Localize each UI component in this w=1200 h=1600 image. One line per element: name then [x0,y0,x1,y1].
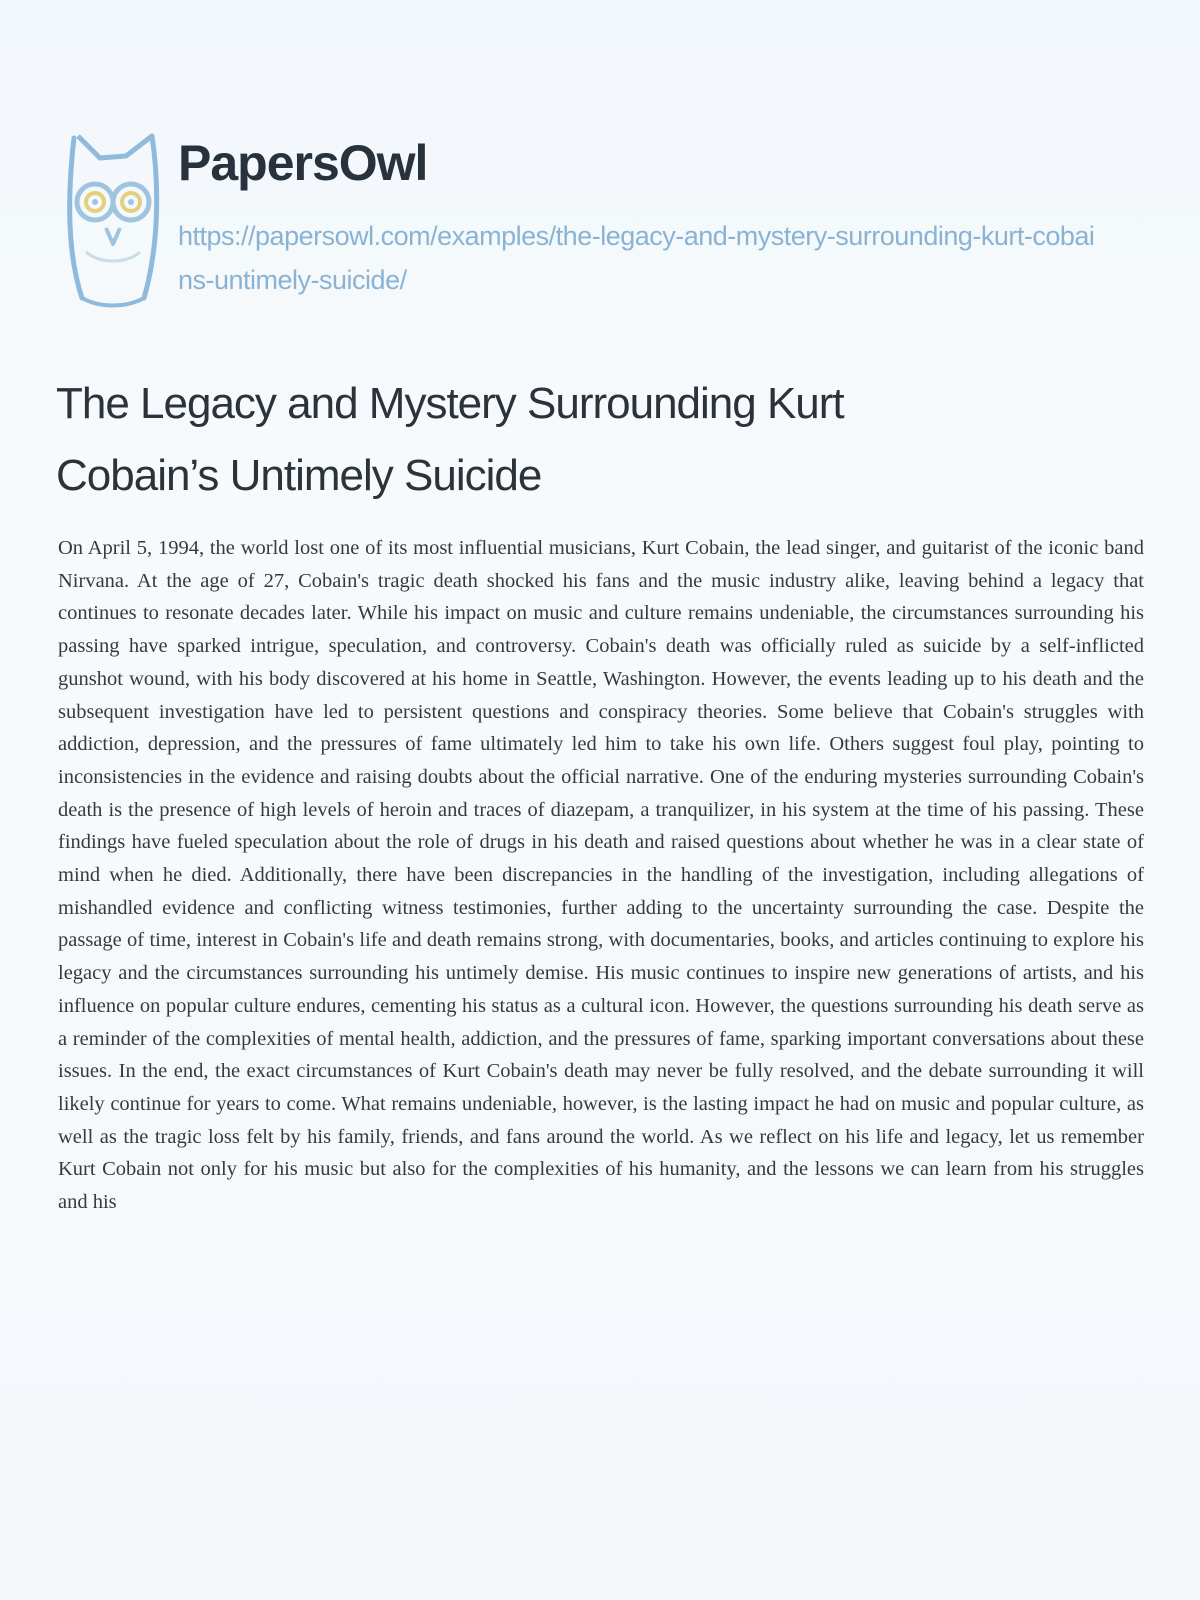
owl-logo-icon [60,130,166,310]
source-url-link[interactable]: https://papersowl.com/examples/the-legacy-and-mystery-surrounding-kurt-cobains-untimely-suicide/ [178,221,1095,295]
essay-body-text: On April 5, 1994, the world lost one of its most influential musicians, Kurt Cobain, the lead singer, and guitarist of the iconic band Nirvana. At the age of 27, Cobain's tragic death shocked his fans and the music industry alike, leaving behind a legacy that continues to resonate decades later. While his impact on music and culture remains undeniable, the circumstances surrounding his passing have sparked intrigue, speculation, and controversy. Cobain's death was officially ruled as suicide by a self-inflicted gunshot wound, with his body discovered at his home in Seattle, Washington. However, the events leading up to his death and the subsequent investigation have led to persistent questions and conspiracy theories. Some believe that Cobain's struggles with addiction, depression, and the pressures of fame ultimately led him to take his own life. Others suggest foul play, pointing to inconsistencies in the evidence and raising doubts about the official narrative. One of the enduring mysteries surrounding Cobain's death is the presence of high levels of heroin and traces of diazepam, a tranquilizer, in his system at the time of his passing. These findings have fueled speculation about the role of drugs in his death and raised questions about whether he was in a clear state of mind when he died. Additionally, there have been discrepancies in the handling of the investigation, including allegations of mishandled evidence and conflicting witness testimonies, further adding to the uncertainty surrounding the case. Despite the passage of time, interest in Cobain's life and death remains strong, with documentaries, books, and articles continuing to explore his legacy and the circumstances surrounding his untimely demise. His music continues to inspire new generations of artists, and his influence on popular culture endures, cementing his status as a cultural icon. However, the questions surrounding his death serve as a reminder of the complexities of mental health, addiction, and the pressures of fame, sparking important conversations about these issues. In the end, the exact circumstances of Kurt Cobain's death may never be fully resolved, and the debate surrounding it will likely continue for years to come. What remains undeniable, however, is the lasting impact he had on music and popular culture, as well as the tragic loss felt by his family, friends, and fans around the world. As we reflect on his life and legacy, let us remember Kurt Cobain not only for his music but also for the complexities of his humanity, and the lessons we can learn from his struggles and his [58,537,1144,1214]
document-title: The Legacy and Mystery Surrounding Kurt Cobain’s Untimely Suicide [56,379,844,500]
document-header [60,130,1140,310]
brand-name: PapersOwl [178,135,428,191]
